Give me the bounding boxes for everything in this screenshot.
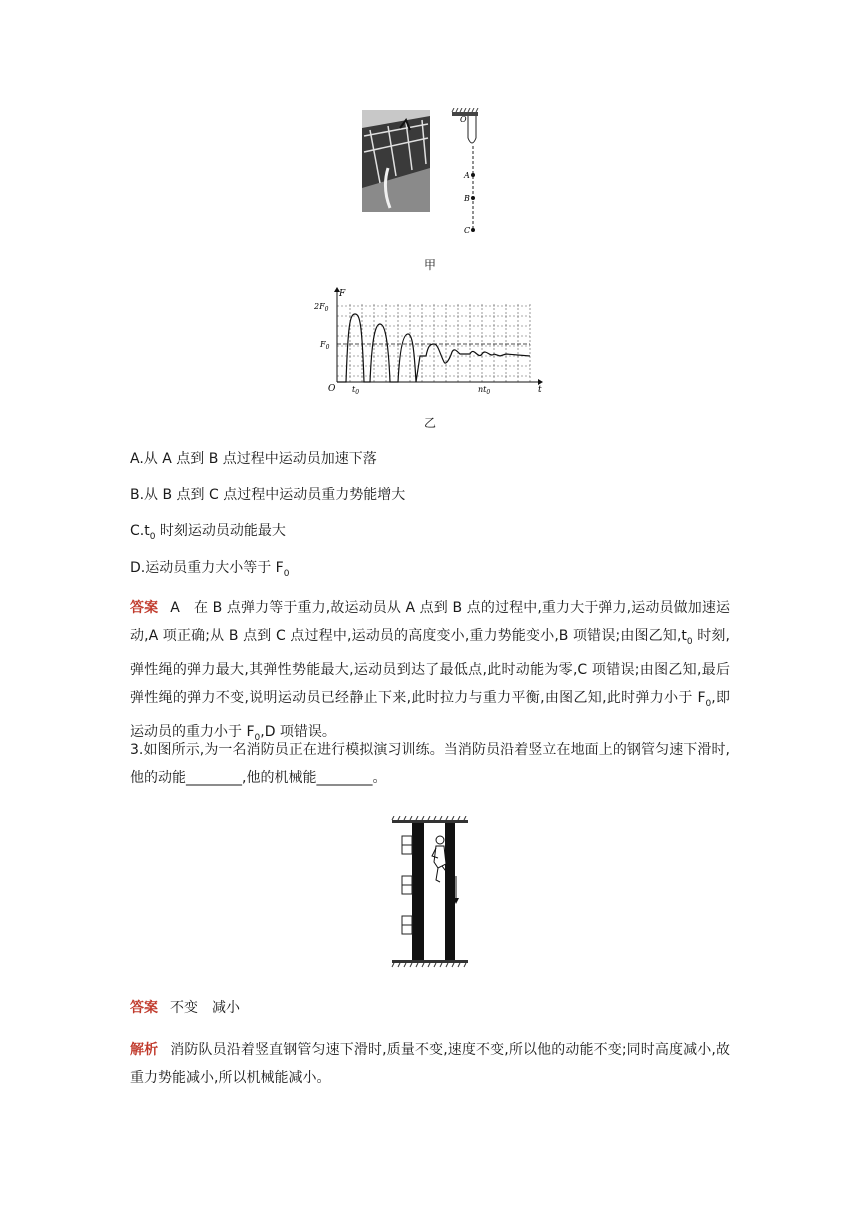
answer-label: 答案: [130, 600, 159, 616]
force-time-graph: [310, 284, 550, 396]
rope-loop: [468, 116, 476, 143]
grid: [337, 304, 530, 382]
answer-2: 答案 A 在 B 点弹力等于重力,故运动员从 A 点到 B 点的过程中,重力大于弹力,运动员做加速运动,A 项正确;从 B 点到 C 点过程中,运动员的高度变小,重力势能变小,B 项错误;由图乙知$,t_0$ 时刻,弹性绳的弹力最大,其弹性势能最大,运动员到达了最低点,此时动能为零,C 项错误;由图乙知,最后弹性绳的弹力不变,说明运动员已经静止下来,此时拉力与重力平衡,由图乙知,此时弹力小于 $F_0$,即运动员的重力小于 $F_0,D$ 项错误。: [130, 600, 731, 743]
label-nt0: $nt_0$: [478, 385, 491, 396]
option-d: D.运动员重力大小等于 $F_0$: [130, 560, 290, 579]
label-t0: $t_0$: [352, 385, 360, 396]
label-o: O: [460, 115, 467, 124]
bungee-photo-and-diagram: [360, 108, 490, 238]
figure-firefighter: [390, 816, 470, 968]
label-f0: $F_0$: [320, 340, 330, 351]
option-c: $C.t_0$ 时刻运动员动能最大: [130, 523, 286, 542]
steel-pole-right: [445, 823, 455, 960]
option-a: A.从 A 点到 B 点过程中运动员加速下落: [130, 451, 377, 467]
steel-pole-left: [412, 823, 424, 960]
answer-choice: A: [170, 600, 180, 616]
force-curve: [337, 314, 530, 382]
caption-jia: 甲: [424, 258, 437, 272]
caption-yi: 乙: [424, 416, 437, 430]
option-b: B.从 B 点到 C 点过程中运动员重力势能增大: [130, 487, 406, 503]
analysis-3: 解析 消防队员沿着竖直钢管匀速下滑时,质量不变,速度不变,所以他的动能不变;同时高度减小,故重力势能减小,所以机械能减小。: [130, 1042, 731, 1086]
answer-3: 答案 不变 减小: [130, 1000, 240, 1016]
label-c: C: [464, 226, 471, 235]
point-a: [471, 173, 475, 177]
label-2f0: $2F_0$: [314, 302, 329, 313]
question-3: 3.如图所示,为一名消防员正在进行模拟演习训练。当消防员沿着竖立在地面上的钢管匀速下滑时,他的动能________,他的机械能________。: [130, 742, 730, 786]
label-a: A: [464, 171, 470, 180]
label-origin: O: [328, 384, 336, 394]
label-t: t: [538, 385, 542, 395]
firefighter-pole-diagram: [390, 816, 470, 968]
figure-jia: [360, 108, 490, 238]
point-c: [471, 228, 475, 232]
figure-yi: [310, 284, 550, 396]
label-f: F: [339, 289, 346, 299]
label-b: B: [464, 194, 470, 203]
point-b: [471, 196, 475, 200]
